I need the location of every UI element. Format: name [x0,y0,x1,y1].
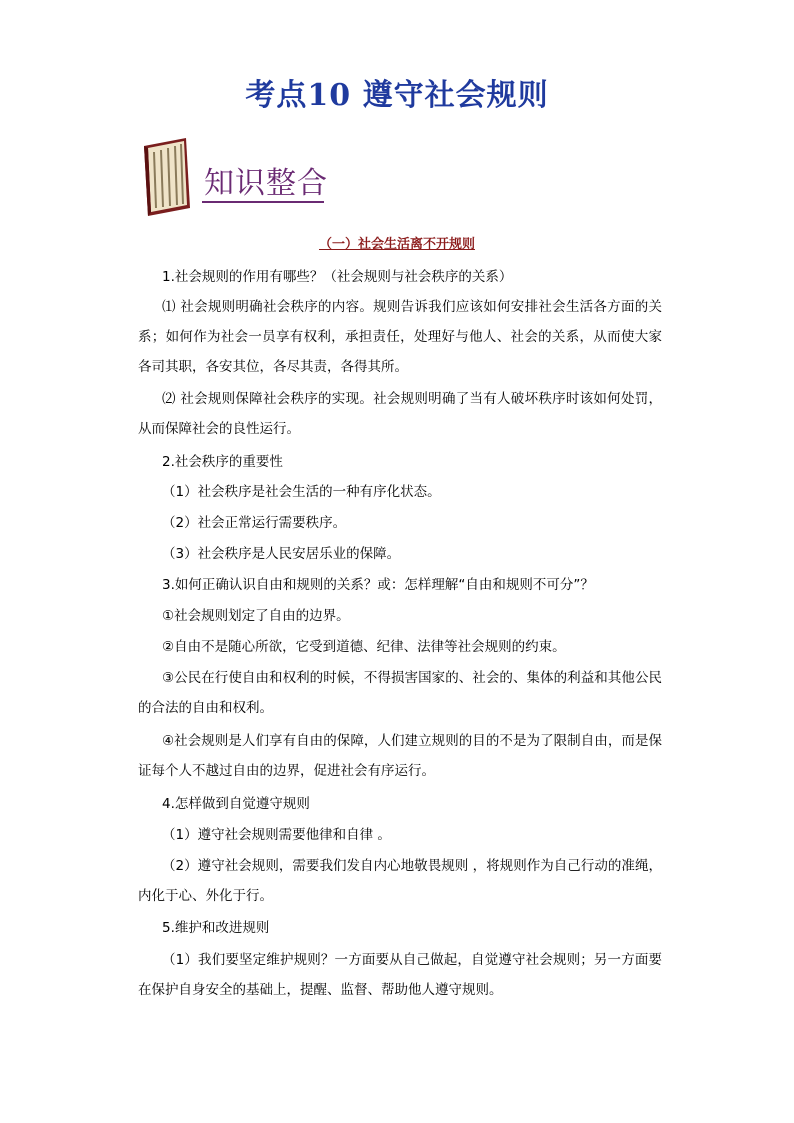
paragraph-q2-point1: （1）社会秩序是社会生活的一种有序化状态。 [162,484,441,500]
paragraph-q3-point1: ①社会规则划定了自由的边界。 [162,608,350,624]
paragraph-q4-point2: （2）遵守社会规则，需要我们发自内心地敬畏规则 ，将规则作为自己行动的准绳，内化于心、外化于行。 [138,858,662,904]
paragraph-q2-point3: （3）社会秩序是人民安居乐业的保障。 [162,546,401,562]
paragraph-q3-point2: ②自由不是随心所欲，它受到道德、纪律、法律等社会规则的约束。 [162,639,566,655]
paragraph-q1: 1.社会规则的作用有哪些？（社会规则与社会秩序的关系） [162,269,513,285]
paragraph-q4: 4.怎样做到自觉遵守规则 [162,796,310,812]
page-title: 考点10 遵守社会规则 [245,78,549,113]
paragraph-q5: 5.维护和改进规则 [162,920,270,936]
banner-underline [202,201,324,203]
paragraph-q3-point4: ④社会规则是人们享有自由的保障，人们建立规则的目的不是为了限制自由，而是保证每个人不越过自由的边界，促进社会有序运行。 [138,733,662,779]
paragraph-q3-point3: ③公民在行使自由和权利的时候，不得损害国家的、社会的、集体的利益和其他公民的合法的自由和权利。 [138,670,662,716]
paragraph-q5-point1: （1）我们要坚定维护规则？一方面要从自己做起，自觉遵守社会规则；另一方面要在保护自身安全的基础上，提醒、监督、帮助他人遵守规则。 [138,952,662,998]
paragraph-q1-point1: ⑴ 社会规则明确社会秩序的内容。规则告诉我们应该如何安排社会生活各方面的关系；如何作为社会一员享有权利，承担责任，处理好与他人、社会的关系，从而使大家各司其职，各安其位，各尽其责，各得其所。 [138,299,662,375]
paragraph-q4-point1: （1）遵守社会规则需要他律和自律 。 [162,827,391,843]
paragraph-q3: 3.如何正确认识自由和规则的关系？或：怎样理解“自由和规则不可分”？ [162,577,594,593]
paragraph-q1-point2: ⑵ 社会规则保障社会秩序的实现。社会规则明确了当有人破坏秩序时该如何处罚，从而保障社会的良性运行。 [138,391,662,437]
section-banner [138,136,338,218]
banner-label: 知识整合 [204,166,328,201]
paragraph-q2: 2.社会秩序的重要性 [162,454,283,470]
paragraph-q2-point2: （2）社会正常运行需要秩序。 [162,515,347,531]
section-heading: （一）社会生活离不开规则 [318,237,475,252]
book-icon [138,136,198,218]
